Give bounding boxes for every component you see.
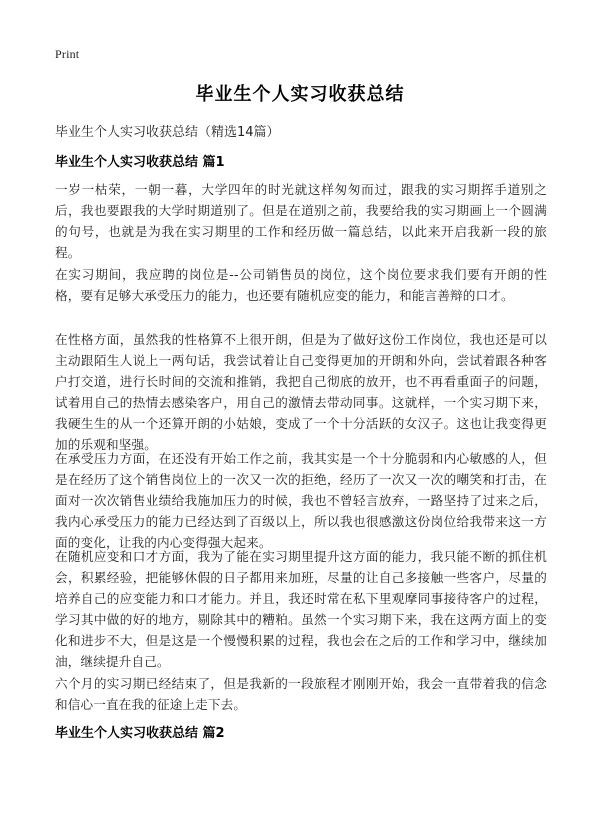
paragraph: 在实习期间，我应聘的岗位是--公司销售员的岗位，这个岗位要求我们要有开朗的性格，要有足够大承受压力的能力，也还要有随机应变的能力，和能言善辩的口才。 [55, 267, 547, 303]
section-heading-2: 毕业生个人实习收获总结 篇2 [55, 726, 225, 741]
section-heading-1: 毕业生个人实习收获总结 篇1 [55, 155, 225, 170]
document-title: 毕业生个人实习收获总结 [195, 84, 405, 105]
print-label[interactable]: Print [55, 47, 80, 61]
paragraph: 六个月的实习期已经结束了，但是我新的一段旅程才刚刚开始，我会一直带着我的信念和信心一直在我的征途上走下去。 [55, 676, 547, 712]
paragraph: 在承受压力方面，在还没有开始工作之前，我其实是一个十分脆弱和内心敏感的人，但是在经历了这个销售岗位上的一次又一次的拒绝，经历了一次又一次的嘲笑和打击，在面对一次次销售业绩给我施加压力的时候，我也不曾轻言放弃，一路坚持了过来之后，我内心承受压力的能力已经达到了百级以上，所以我也很感激这份岗位给我带来这一方面的变化，让我的内心变得强大起来。 [55, 451, 547, 550]
paragraph: 一岁一枯荣，一朝一暮，大学四年的时光就这样匆匆而过，跟我的实习期挥手道别之后，我也要跟我的大学时期道别了。但是在道别之前，我要给我的实习期画上一个圆满的句号，也就是为我在实习期里的工作和经历做一篇总结，以此来开启我新一段的旅程。 [55, 182, 547, 260]
paragraph: 在性格方面，虽然我的性格算不上很开朗，但是为了做好这份工作岗位，我也还是可以主动跟陌生人说上一两句话，我尝试着让自己变得更加的开朗和外向，尝试着跟各种客户打交道，进行长时间的交流和推销，我把自己彻底的放开，也不再看重面子的问题，试着用自己的热情去感染客户，用自己的激情去带动同事。这就样，一个实习期下来，我硬生生的从一个还算开朗的小姑娘，变成了一个十分活跃的女汉子。这也让我变得更加的乐观和坚强。 [55, 332, 547, 452]
document-subtitle: 毕业生个人实习收获总结（精选14篇） [55, 125, 280, 140]
paragraph: 在随机应变和口才方面，我为了能在实习期里提升这方面的能力，我只能不断的抓住机会，积累经验，把能够休假的日子都用来加班，尽量的让自己多接触一些客户，尽量的培养自己的应变能力和口才能力。并且，我还时常在私下里观摩同事接待客户的过程，学习其中做的好的地方，剔除其中的糟粕。虽然一个实习期下来，我在这两方面上的变化和进步不大，但是这是一个慢慢积累的过程，我也会在之后的工作和学习中，继续加油，继续提升自己。 [55, 549, 547, 669]
